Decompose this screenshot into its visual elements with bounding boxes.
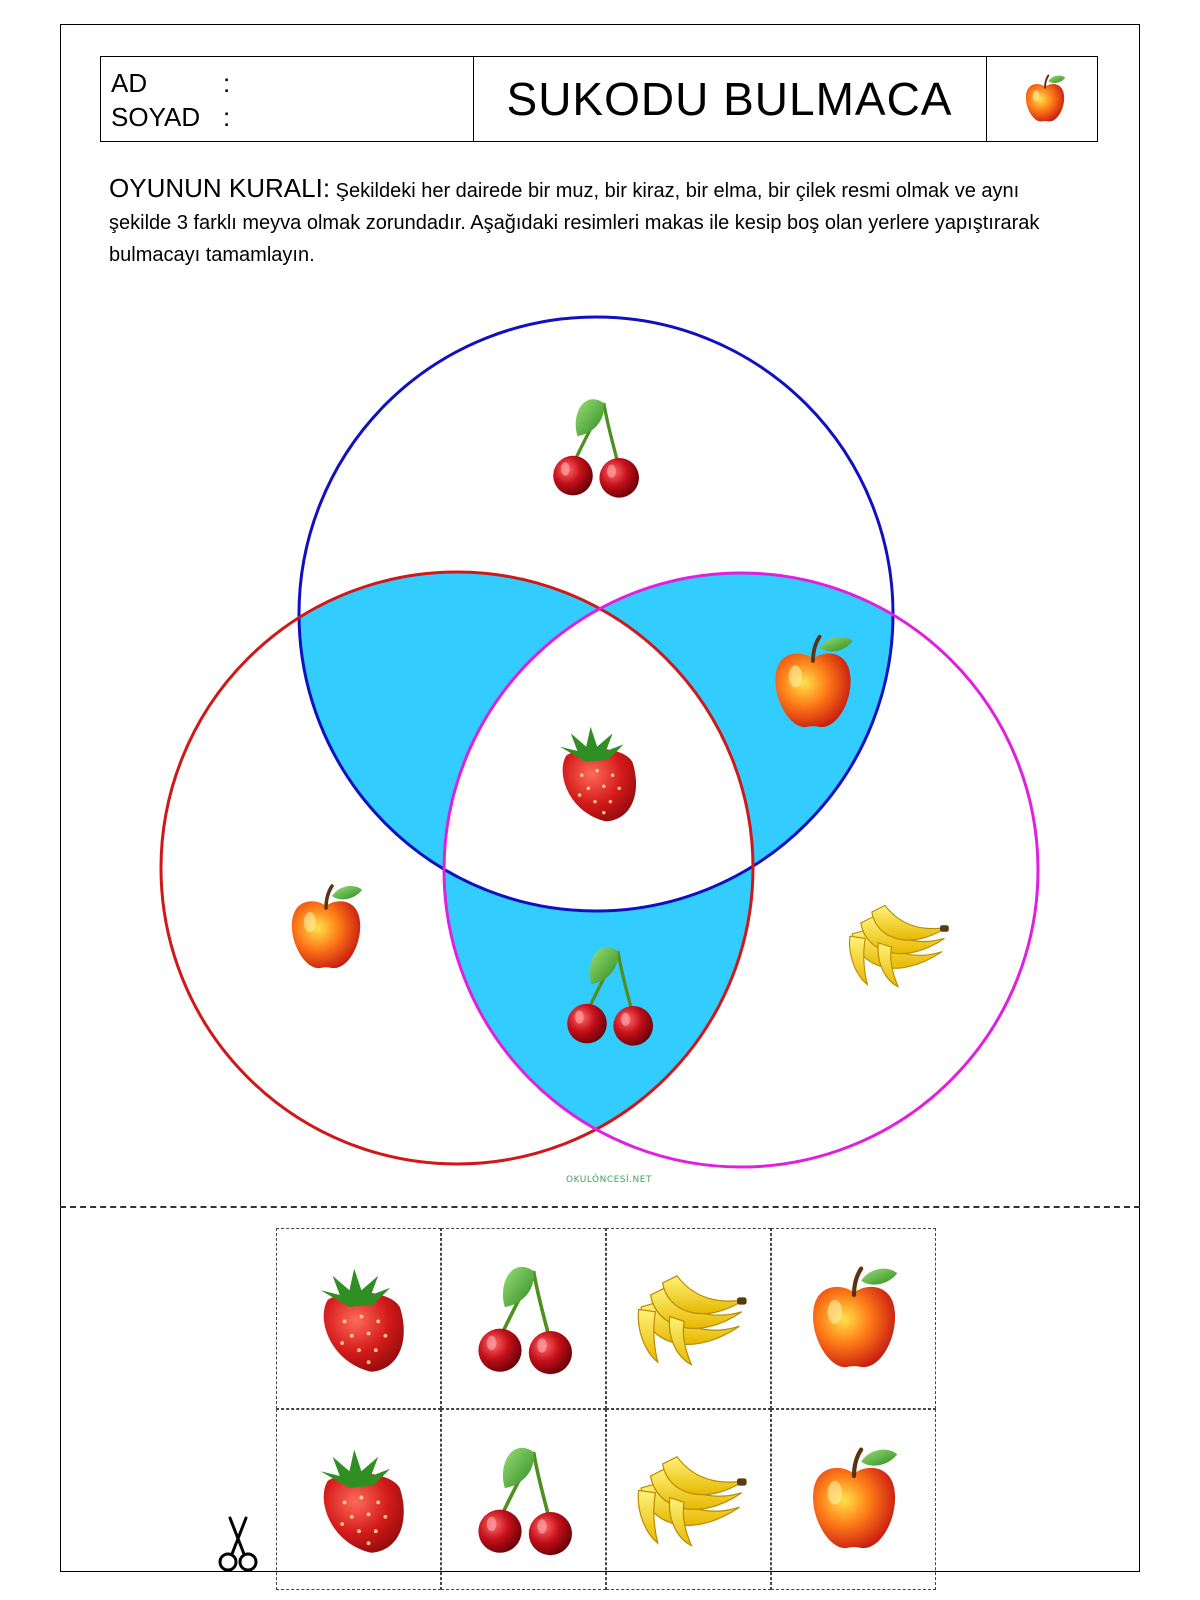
strawberry-icon <box>299 1259 419 1379</box>
name-colon: : <box>223 68 231 98</box>
title-cell <box>473 57 987 141</box>
watermark-logo: OKULÖNCESİ.NET <box>566 1175 652 1185</box>
cherry-icon[interactable] <box>540 392 650 502</box>
apple-icon <box>794 1440 914 1560</box>
banana-icon <box>629 1259 749 1379</box>
cherry-icon <box>464 1259 584 1379</box>
scissors-icon <box>214 1514 262 1574</box>
cutout-card[interactable] <box>606 1409 771 1590</box>
rules-body: Şekildeki her dairede bir muz, bir kiraz, bir elma, bir çilek resmi olmak ve aynı şekilde 3 farklı meyva olmak zorundadır. Aşağıdaki resimleri makas ile kesip boş olan yerlere yapıştırarak bulmacayı tamamlayın. <box>109 180 1040 266</box>
name-fields <box>101 57 474 141</box>
apple-icon <box>794 1259 914 1379</box>
page-title: SUKODU BULMACA <box>506 73 953 125</box>
banana-icon <box>629 1440 749 1560</box>
banana-icon[interactable] <box>836 890 956 1000</box>
cutout-card[interactable] <box>441 1228 606 1409</box>
rules-title: OYUNUN KURALI: <box>109 173 331 203</box>
cutout-card[interactable] <box>441 1409 606 1590</box>
name-field[interactable] <box>111 68 231 98</box>
apple-icon[interactable] <box>758 628 868 738</box>
surname-field[interactable] <box>111 102 231 132</box>
surname-colon: : <box>223 102 231 132</box>
cutout-card[interactable] <box>771 1409 936 1590</box>
rules-text <box>109 172 1049 271</box>
cutout-card[interactable] <box>276 1228 441 1409</box>
cherry-icon <box>464 1440 584 1560</box>
strawberry-icon[interactable] <box>540 718 650 828</box>
cutout-cards <box>276 1228 936 1590</box>
cherry-icon[interactable] <box>554 940 664 1050</box>
logo-cell <box>987 57 1097 141</box>
cutout-card[interactable] <box>771 1228 936 1409</box>
cutout-card[interactable] <box>276 1409 441 1590</box>
apple-icon[interactable] <box>276 878 376 978</box>
cut-line <box>60 1206 1140 1208</box>
strawberry-icon <box>299 1440 419 1560</box>
header-table <box>100 56 1098 142</box>
cutout-card[interactable] <box>606 1228 771 1409</box>
surname-label: SOYAD <box>111 102 201 132</box>
apple-icon <box>1017 69 1073 129</box>
name-label: AD <box>111 68 148 98</box>
